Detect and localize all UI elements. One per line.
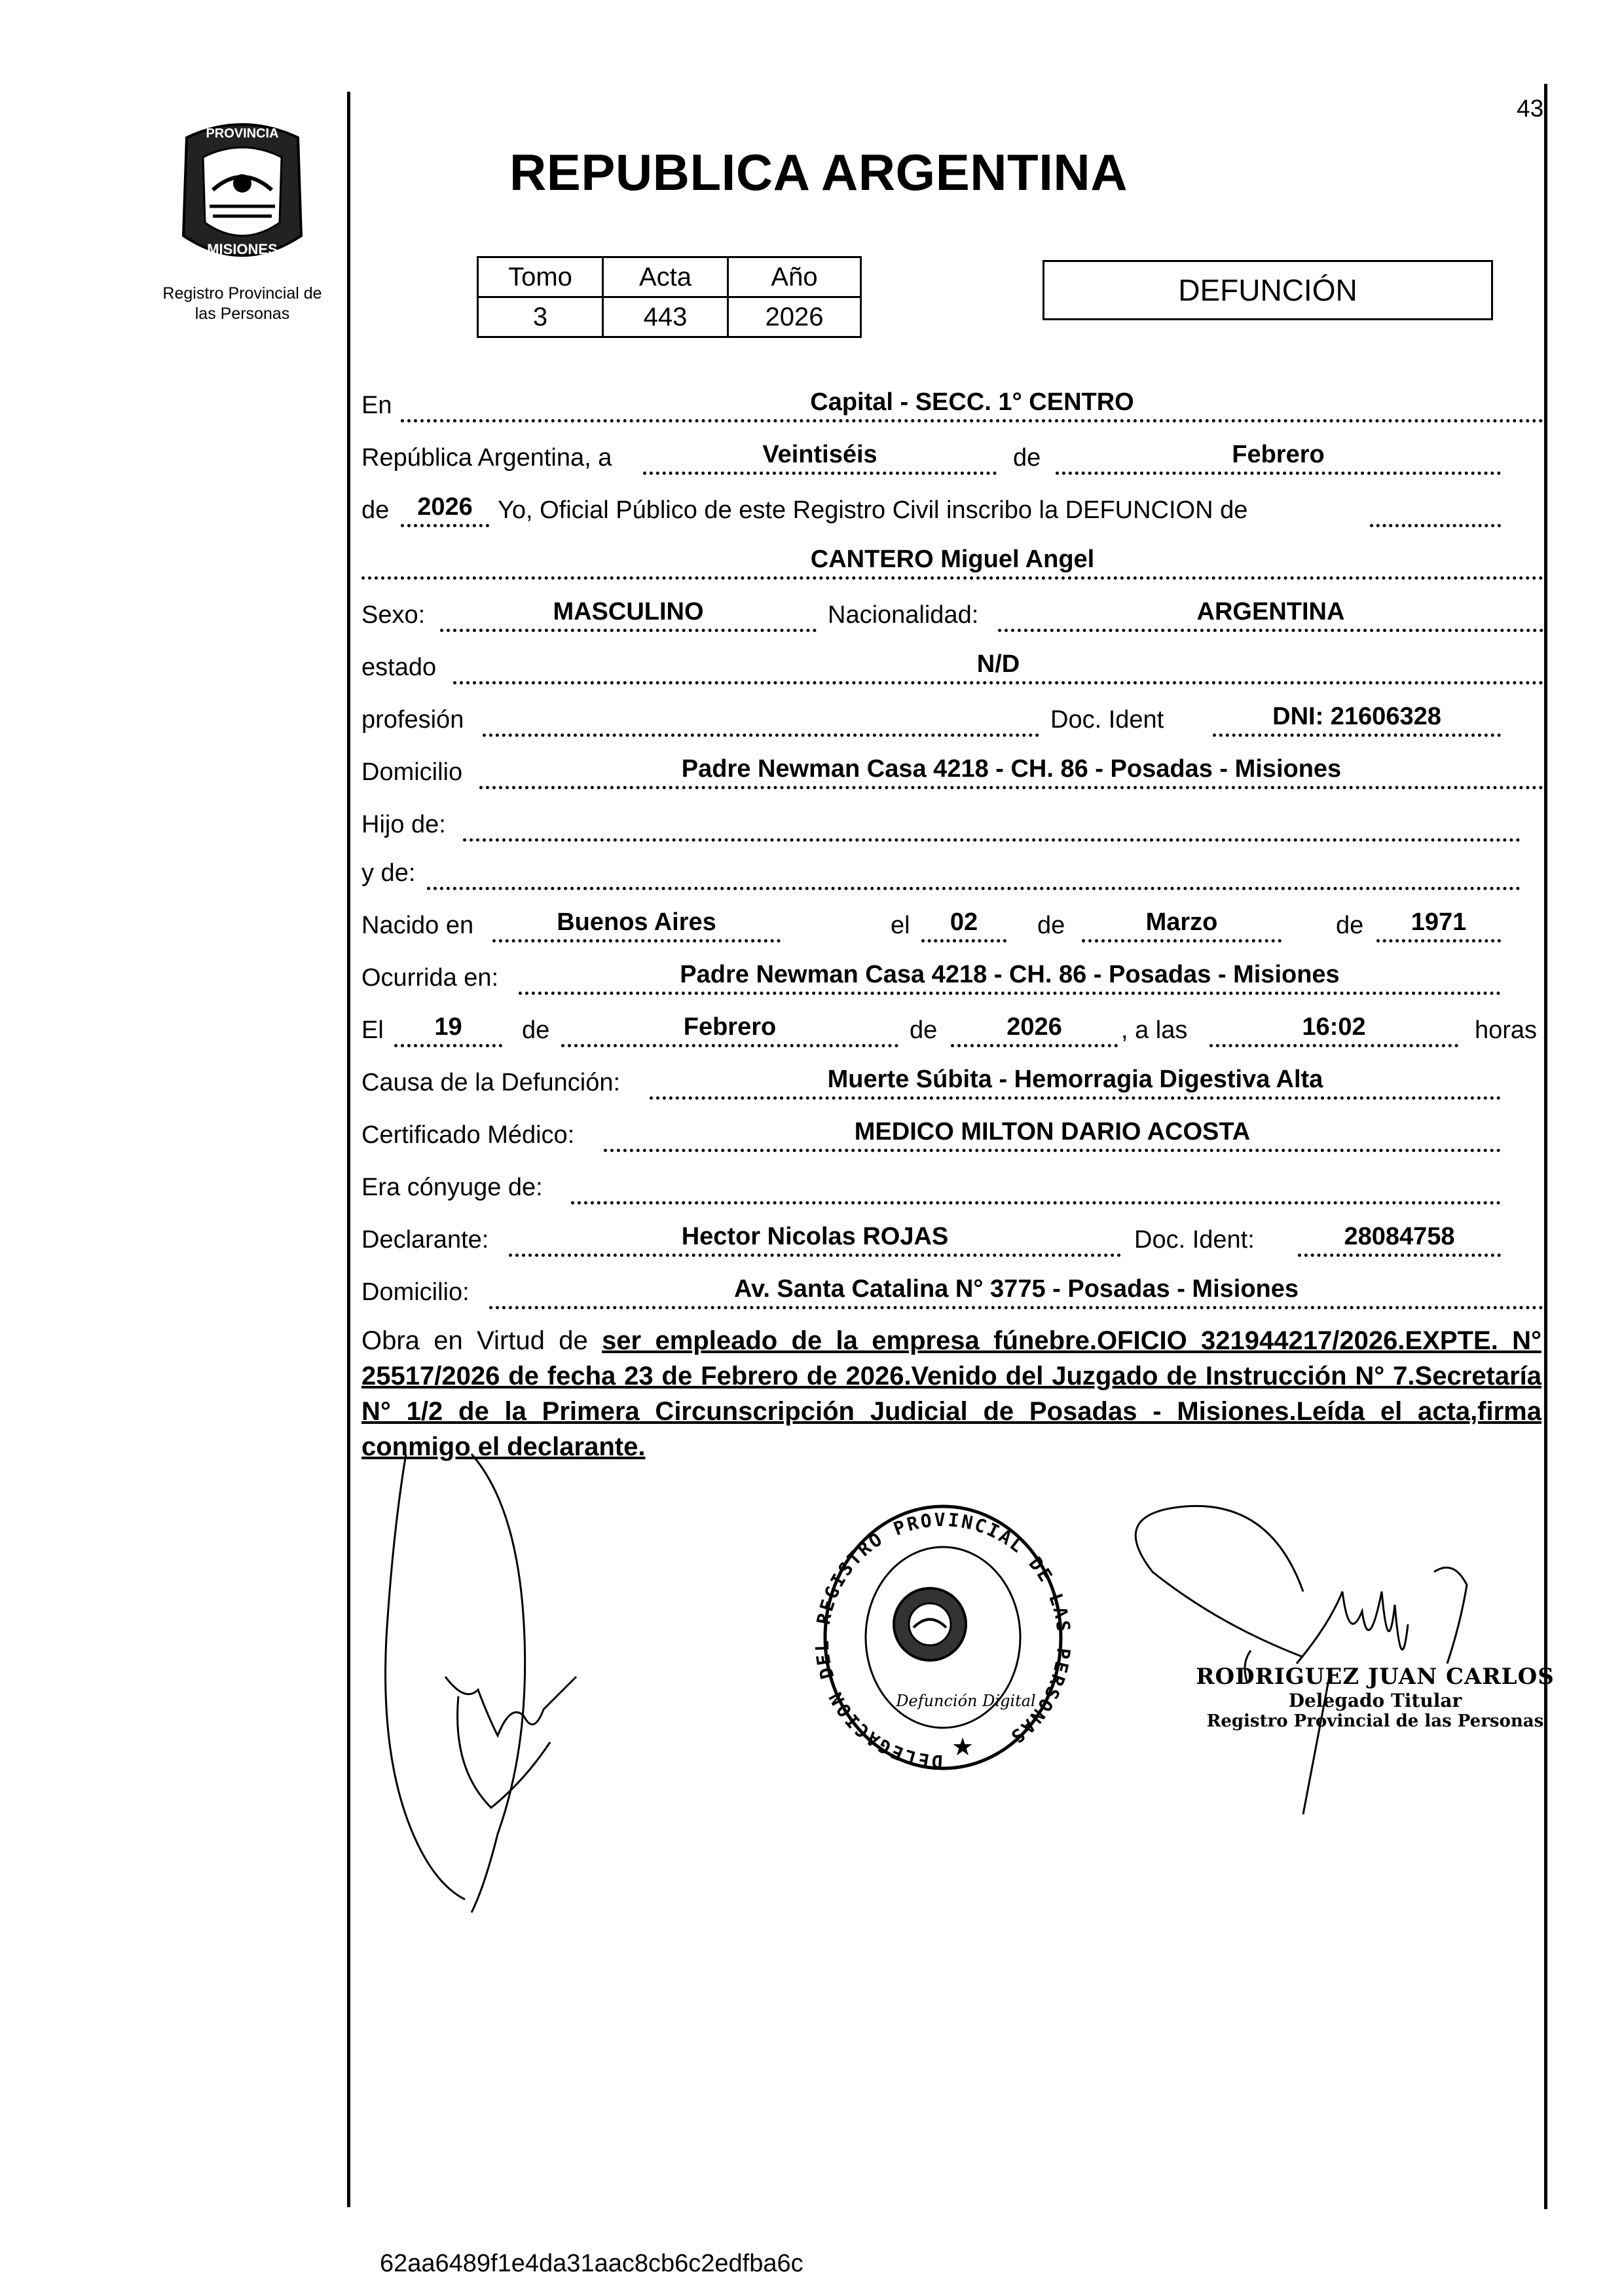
row-ocurrida: [361, 956, 1545, 997]
row-official-text: [361, 489, 1545, 529]
yde-label: y de:: [361, 859, 416, 887]
nacionalidad-value: ARGENTINA: [998, 599, 1543, 632]
page-title: [0, 143, 1624, 202]
obra-prefix: Obra en Virtud de: [361, 1326, 588, 1355]
acta-header: Acta: [603, 257, 728, 297]
signatory-office: Registro Provincial de las Personas: [1206, 1711, 1544, 1731]
def-de1-label: de: [522, 1016, 550, 1044]
anio-header: Año: [728, 257, 861, 297]
yde-value: [427, 857, 1521, 890]
dia-value: Veintiséis: [643, 441, 997, 475]
document-hash: 62aa6489f1e4da31aac8cb6c2edfba6c: [380, 2250, 803, 2277]
profesion-value: [483, 703, 1039, 737]
row-y-de: [361, 851, 1545, 892]
row-certificado: [361, 1113, 1545, 1154]
declarante-value: Hector Nicolas ROJAS: [509, 1223, 1121, 1257]
nacionalidad-label: Nacionalidad:: [828, 601, 979, 629]
certificado-value: MEDICO MILTON DARIO ACOSTA: [604, 1119, 1501, 1152]
def-hora: 16:02: [1209, 1014, 1458, 1047]
dec-domicilio-label: Domicilio:: [361, 1278, 470, 1306]
record-type-box: DEFUNCIÓN: [1043, 260, 1493, 320]
row-profesion: [361, 698, 1545, 739]
causa-value: Muerte Súbita - Hemorragia Digestiva Alta: [650, 1066, 1501, 1100]
hijo-label: Hijo de:: [361, 811, 446, 838]
seal-top-text: PROVINCIA: [206, 126, 279, 141]
nacido-label: Nacido en: [361, 912, 474, 939]
nac-dia: 02: [921, 909, 1006, 942]
en-value: Capital - SECC. 1° CENTRO: [401, 389, 1543, 422]
row-causa: [361, 1061, 1545, 1102]
mes-value: Febrero: [1056, 441, 1501, 475]
def-mes: Febrero: [561, 1014, 898, 1047]
anio-prefix: de: [361, 496, 390, 524]
row-en: [361, 384, 1545, 424]
hijo-value: [463, 808, 1521, 842]
row-estado: [361, 646, 1545, 686]
anio-value: 2026: [401, 494, 489, 527]
conyuge-value: [571, 1171, 1501, 1204]
nac-de1-label: de: [1037, 912, 1065, 939]
logo-caption: [131, 284, 354, 324]
causa-label: Causa de la Defunción:: [361, 1069, 621, 1096]
row-hijo-de: [361, 803, 1545, 844]
official-stamp-icon: [811, 1497, 1075, 1778]
conyuge-label: Era cónyuge de:: [361, 1174, 543, 1201]
alas-label: , a las: [1121, 1016, 1188, 1044]
republica-label: República Argentina, a: [361, 444, 612, 472]
domicilio-label: Domicilio: [361, 758, 463, 786]
logo-caption-line1: Registro Provincial de: [162, 284, 322, 303]
signatory-name: RODRIGUEZ JUAN CARLOS: [1196, 1664, 1555, 1690]
def-dia: 19: [394, 1014, 502, 1047]
domicilio-value: Padre Newman Casa 4218 - CH. 86 - Posadas - Misiones: [479, 756, 1543, 789]
nacido-el-label: el: [891, 912, 910, 939]
signatory-role: Delegado Titular: [1288, 1690, 1462, 1711]
ocurrida-label: Ocurrida en:: [361, 964, 499, 992]
declarant-signature-icon: [367, 1428, 642, 1926]
nac-mes: Marzo: [1082, 909, 1282, 942]
de-label: de: [1013, 444, 1041, 472]
row-fecha-defuncion: [361, 1009, 1545, 1049]
reference-value-row: [478, 297, 861, 337]
page-title-text: REPUBLICA ARGENTINA: [509, 143, 1128, 201]
doc-ident-label: Doc. Ident: [1050, 706, 1164, 734]
certificado-label: Certificado Médico:: [361, 1121, 575, 1149]
seal-bottom-text: MISIONES: [207, 241, 278, 257]
signatory-block: [1192, 1664, 1559, 1731]
stamp-ring-text: DELEGACION DEL REGISTRO PROVINCIAL DE LAS PERSONAS: [811, 1508, 1075, 1773]
horas-label: horas: [1475, 1016, 1538, 1044]
nac-de2-label: de: [1336, 912, 1364, 939]
profesion-label: profesión: [361, 706, 464, 734]
logo-caption-line2: las Personas: [194, 305, 290, 323]
def-de2-label: de: [910, 1016, 938, 1044]
estado-value: N/D: [453, 651, 1543, 684]
official-text: Yo, Oficial Público de este Registro Civil inscribo la DEFUNCION de: [498, 496, 1248, 524]
reference-header-row: [478, 257, 861, 297]
estado-label: estado: [361, 654, 437, 681]
row-conyuge: [361, 1166, 1545, 1206]
row-deceased-name: [361, 541, 1545, 582]
stamp-inner-text: Defunción Digital: [896, 1692, 1036, 1710]
sexo-label: Sexo:: [361, 601, 426, 629]
doc-ident-value: DNI: 21606328: [1213, 703, 1501, 737]
acta-value: 443: [603, 297, 728, 337]
tomo-header: Tomo: [478, 257, 603, 297]
stamp-star-icon: ★: [951, 1734, 974, 1761]
dec-domicilio-value: Av. Santa Catalina N° 3775 - Posadas - Misiones: [489, 1276, 1543, 1309]
row-domicilio: [361, 751, 1545, 791]
row-sexo: [361, 593, 1545, 634]
obra-text: ser empleado de la empresa fúnebre.OFICIO 321944217/2026.EXPTE. N° 25517/2026 de fecha 23 de Febrero de 2026.Venido del Juzgado de Instrucción N° 7.Secretaría N° 1/2 de la Primera Circunscripción Judicial de Posadas - Misiones.Leída el acta,firma conmigo el declarante.: [361, 1326, 1541, 1461]
sexo-value: MASCULINO: [440, 599, 817, 632]
row-declarante: [361, 1218, 1545, 1259]
deceased-name: CANTERO Miguel Angel: [361, 546, 1543, 580]
dec-doc-label: Doc. Ident:: [1134, 1226, 1255, 1254]
reference-table: [477, 256, 862, 338]
declarante-label: Declarante:: [361, 1226, 489, 1254]
en-label: En: [361, 392, 392, 419]
left-border-line: [347, 92, 350, 2207]
nacido-value: Buenos Aires: [492, 909, 781, 942]
el2-label: El: [361, 1016, 384, 1044]
row-fecha-inscripcion: [361, 436, 1545, 477]
def-anio: 2026: [951, 1014, 1118, 1047]
official-text-blank: [1370, 494, 1501, 527]
ocurrida-value: Padre Newman Casa 4218 - CH. 86 - Posadas - Misiones: [519, 961, 1501, 995]
dec-doc-value: 28084758: [1298, 1223, 1501, 1257]
nac-anio: 1971: [1376, 909, 1501, 942]
page-number: 43: [1517, 95, 1544, 122]
anio-value: 2026: [728, 297, 861, 337]
tomo-value: 3: [478, 297, 603, 337]
row-dec-domicilio: [361, 1271, 1545, 1311]
row-nacido: [361, 904, 1545, 944]
